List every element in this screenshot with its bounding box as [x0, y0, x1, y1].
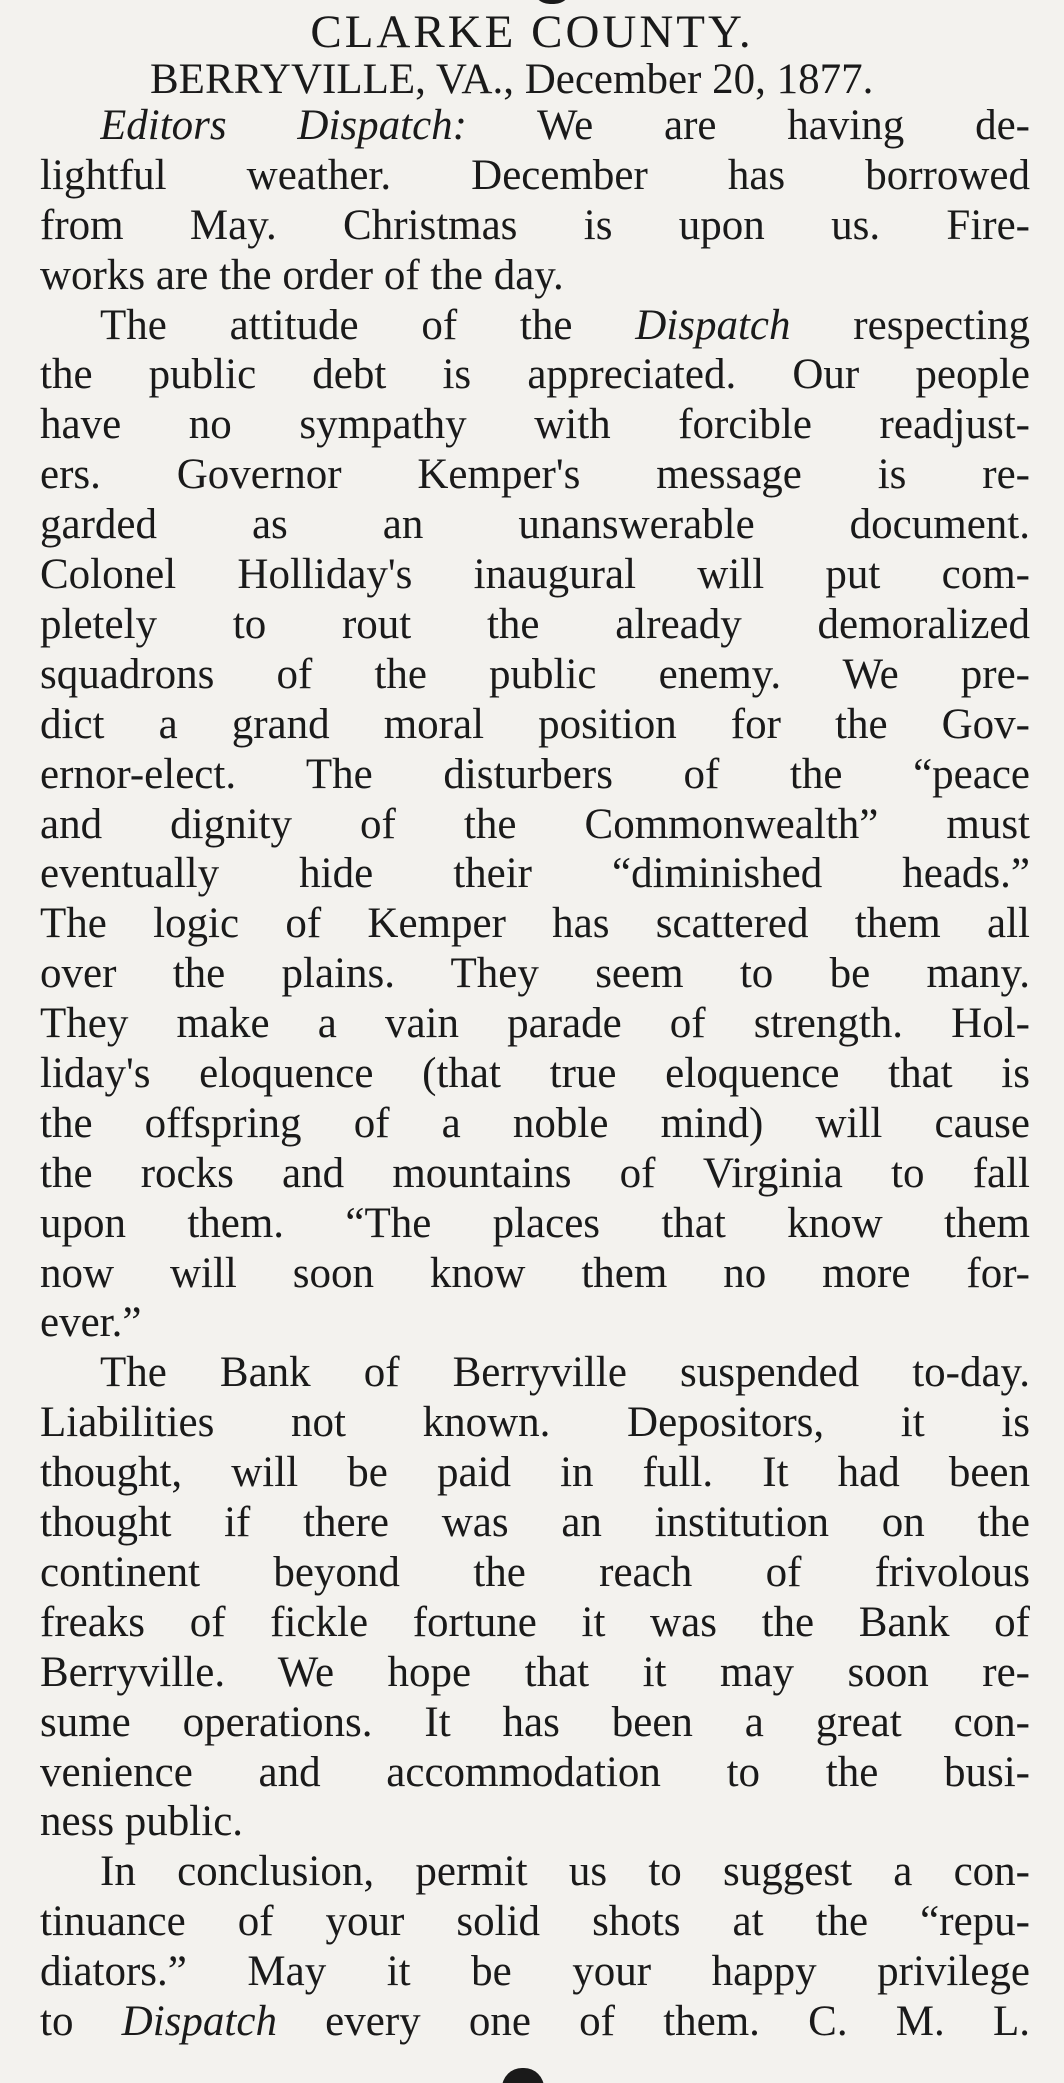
article-line: Berryville. We hope that it may soon re- — [40, 1649, 1030, 1696]
article-line: ernor-elect. The disturbers of the “peace — [40, 751, 1030, 798]
article-line: tinuance of your solid shots at the “repu- — [40, 1898, 1030, 1945]
newspaper-name: Dispatch — [121, 1998, 277, 2045]
line-text: The attitude of the — [100, 302, 636, 349]
article-line: dict a grand moral position for the Gov- — [40, 701, 1030, 748]
article-line: venience and accommodation to the busi- — [40, 1749, 1030, 1796]
article-line: continent beyond the reach of frivolous — [40, 1549, 1030, 1596]
article-line: the public debt is appreciated. Our people — [40, 351, 1030, 398]
article-line: now will soon know them no more for- — [40, 1250, 1030, 1297]
article-line — [40, 1997, 1030, 2047]
line-text: respecting — [790, 302, 1030, 349]
article-line: Liabilities not known. Depositors, it is — [40, 1399, 1030, 1446]
article-line: eventually hide their “diminished heads.” — [40, 850, 1030, 897]
salutation: Editors Dispatch: — [100, 102, 467, 149]
article-line: squadrons of the public enemy. We pre- — [40, 651, 1030, 698]
article-line: upon them. “The places that know them — [40, 1200, 1030, 1247]
headline: CLARKE COUNTY. — [310, 6, 754, 58]
dateline: BERRYVILLE, VA., December 20, 1877. — [150, 56, 874, 103]
article-line: Colonel Holliday's inaugural will put com- — [40, 551, 1030, 598]
article-line: freaks of fickle fortune it was the Bank of — [40, 1599, 1030, 1646]
article-line: thought if there was an institution on the — [40, 1499, 1030, 1546]
article-line: lightful weather. December has borrowed — [40, 152, 1030, 199]
article-line: ers. Governor Kemper's message is re- — [40, 451, 1030, 498]
article-line: thought, will be paid in full. It had been — [40, 1449, 1030, 1496]
article-line: from May. Christmas is upon us. Fire- — [40, 202, 1030, 249]
article-line: garded as an unanswerable document. — [40, 501, 1030, 548]
line-text: We are having de- — [467, 102, 1030, 149]
article-line: and dignity of the Commonwealth” must — [40, 801, 1030, 848]
article-line: sume operations. It has been a great con- — [40, 1699, 1030, 1746]
article-line: works are the order of the day. — [40, 252, 564, 299]
article-line: diators.” May it be your happy privilege — [40, 1948, 1030, 1995]
article-line: ness public. — [40, 1798, 244, 1845]
signature: every one of them. C. M. L. — [276, 1998, 1030, 2045]
cropped-glyph-bottom — [502, 2068, 544, 2083]
article-line — [100, 301, 1030, 351]
article-line: the rocks and mountains of Virginia to fall — [40, 1150, 1030, 1197]
article-line — [100, 101, 1030, 151]
article-line: ever.” — [40, 1299, 142, 1346]
article-line: They make a vain parade of strength. Hol- — [40, 1000, 1030, 1047]
article-line: The Bank of Berryville suspended to-day. — [100, 1349, 1030, 1396]
article-line: have no sympathy with forcible readjust- — [40, 401, 1030, 448]
article-line: The logic of Kemper has scattered them all — [40, 900, 1030, 947]
article-line: the offspring of a noble mind) will cause — [40, 1100, 1030, 1147]
newspaper-name: Dispatch — [635, 302, 791, 349]
article-line: liday's eloquence (that true eloquence that is — [40, 1050, 1030, 1097]
article-line: pletely to rout the already demoralized — [40, 601, 1030, 648]
article-line: over the plains. They seem to be many. — [40, 950, 1030, 997]
article-line: In conclusion, permit us to suggest a con- — [100, 1848, 1030, 1895]
line-text: to — [40, 1998, 122, 2045]
